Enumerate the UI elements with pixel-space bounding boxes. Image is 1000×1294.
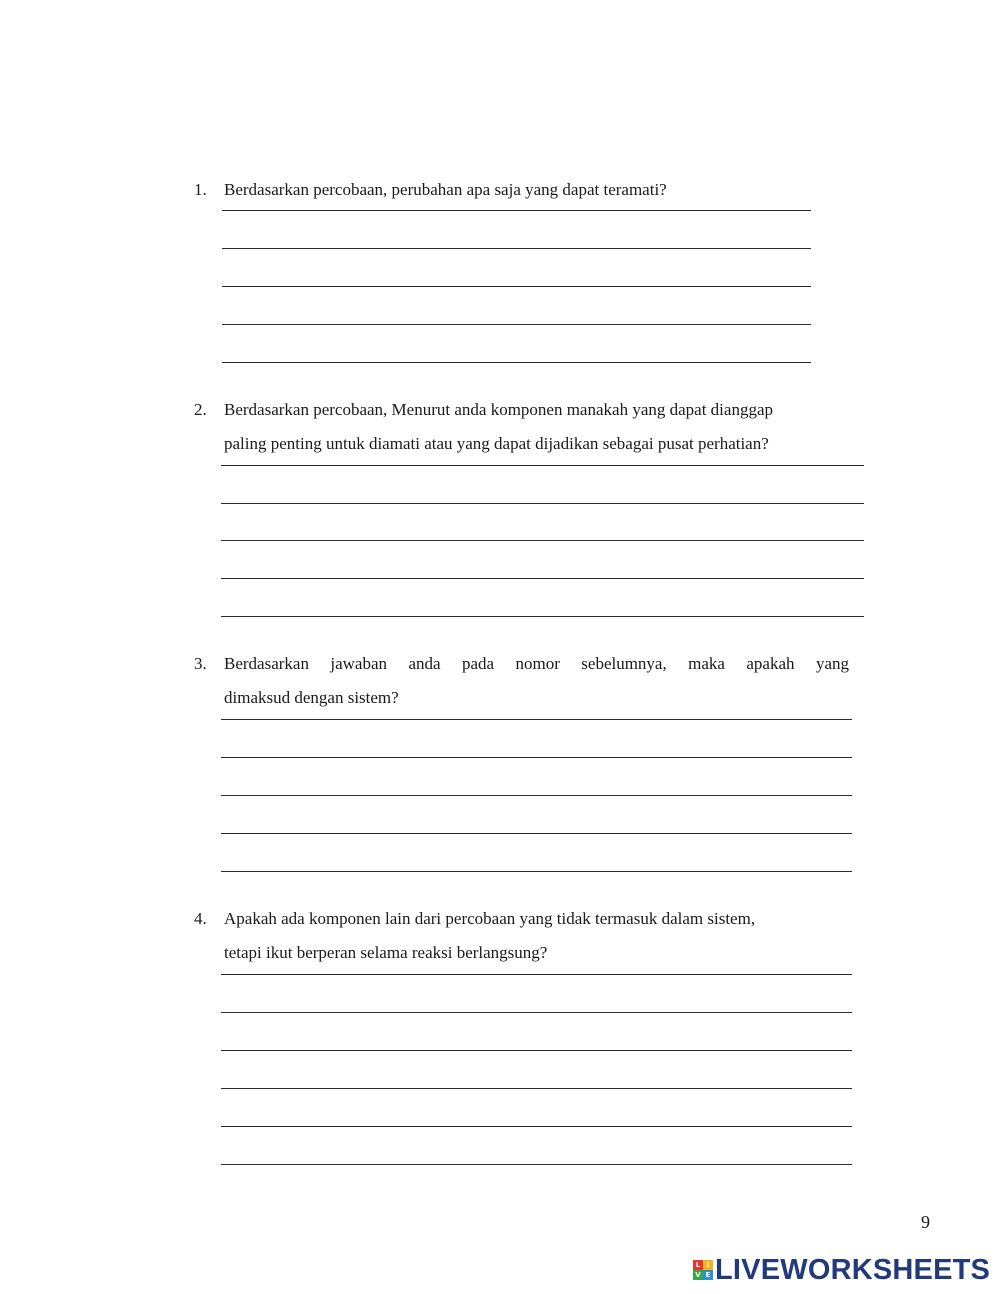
answer-line[interactable]	[221, 871, 852, 872]
question-number: 3.	[194, 654, 207, 673]
answer-line[interactable]	[221, 795, 852, 796]
question-number: 4.	[194, 909, 207, 928]
answer-line[interactable]	[221, 1126, 852, 1127]
logo-tile: E	[703, 1270, 713, 1280]
question-text: Berdasarkan percobaan, Menurut anda komponen manakah yang dapat dianggap	[224, 400, 773, 419]
question-text: Berdasarkan percobaan, perubahan apa saja yang dapat teramati?	[224, 180, 667, 199]
answer-line[interactable]	[221, 616, 864, 617]
question-text: Apakah ada komponen lain dari percobaan yang tidak termasuk dalam sistem,	[224, 909, 756, 928]
brand-text: LIVEWORKSHEETS	[715, 1254, 991, 1286]
answer-line[interactable]	[221, 833, 852, 834]
logo-tile: L	[693, 1260, 703, 1270]
liveworksheets-logo	[693, 1255, 990, 1285]
answer-line[interactable]	[221, 1088, 852, 1089]
answer-line[interactable]	[221, 1012, 852, 1013]
question-text: dimaksud dengan sistem?	[224, 688, 399, 707]
answer-line[interactable]	[221, 503, 864, 504]
question-text: paling penting untuk diamati atau yang dapat dijadikan sebagai pusat perhatian?	[224, 434, 769, 453]
answer-line[interactable]	[221, 465, 864, 466]
answer-line[interactable]	[221, 757, 852, 758]
question-number: 1.	[194, 180, 207, 199]
answer-line[interactable]	[221, 540, 864, 541]
logo-tile: V	[693, 1270, 703, 1280]
answer-line[interactable]	[221, 578, 864, 579]
answer-line[interactable]	[222, 324, 811, 325]
question-number: 2.	[194, 400, 207, 419]
question-text: tetapi ikut berperan selama reaksi berlangsung?	[224, 943, 548, 962]
answer-line[interactable]	[222, 286, 811, 287]
answer-line[interactable]	[222, 210, 811, 211]
answer-line[interactable]	[221, 719, 852, 720]
liveworksheets-logo-icon	[693, 1260, 713, 1280]
answer-line[interactable]	[222, 362, 811, 363]
answer-line[interactable]	[221, 974, 852, 975]
page-number: 9	[921, 1212, 930, 1232]
answer-line[interactable]	[221, 1164, 852, 1165]
answer-line[interactable]	[222, 248, 811, 249]
logo-tile: I	[703, 1260, 713, 1270]
question-text: Berdasarkan jawaban anda pada nomor sebelumnya, maka apakah yang	[224, 654, 849, 673]
answer-line[interactable]	[221, 1050, 852, 1051]
